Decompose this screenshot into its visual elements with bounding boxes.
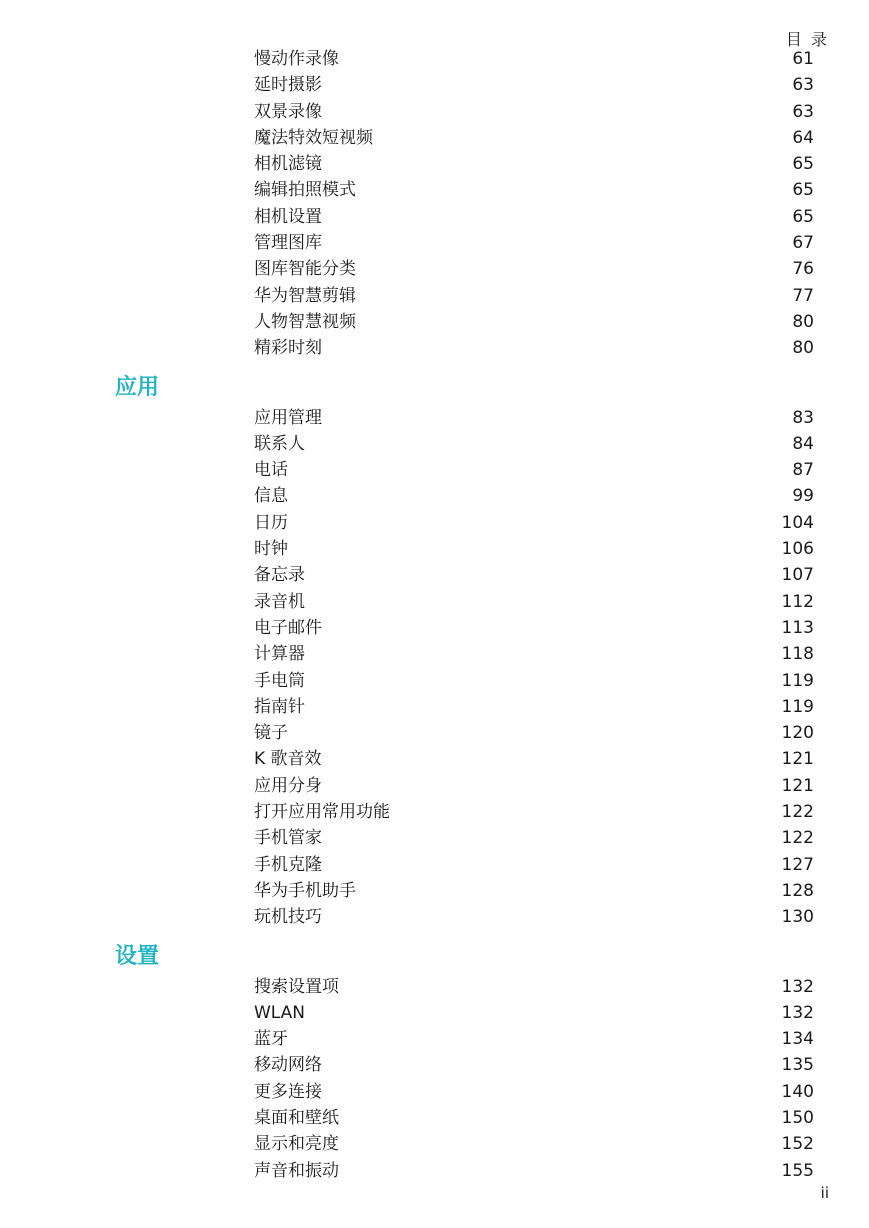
toc-entry-title: 慢动作录像: [254, 49, 339, 69]
toc-entry-title: K 歌音效: [254, 749, 322, 770]
toc-entry-title: 时钟: [254, 539, 288, 560]
toc-entry-page: 127: [781, 854, 814, 875]
toc-entry-page: 65: [792, 154, 814, 175]
toc-entry-page: 140: [781, 1081, 814, 1102]
toc-entry-title: 桌面和壁纸: [254, 1107, 339, 1128]
toc-entry[interactable]: [0, 431, 869, 457]
toc-entry-page: 113: [781, 617, 814, 638]
toc-entry[interactable]: [0, 1158, 869, 1184]
toc-entry-page: 99: [792, 486, 814, 507]
toc-entry[interactable]: [0, 694, 869, 720]
toc-entry-page: 84: [792, 433, 814, 454]
toc-entry-page: 132: [781, 976, 814, 997]
toc-entry-page: 150: [781, 1107, 814, 1128]
toc-entry-title: 电话: [254, 460, 288, 481]
toc-entry-page: 120: [781, 723, 814, 744]
toc-entry-page: 63: [792, 101, 814, 122]
toc-entry-page: 107: [781, 565, 814, 586]
toc-entry-title: 计算器: [254, 644, 305, 665]
toc-entry-title: 人物智慧视频: [254, 311, 356, 332]
toc-entry-page: 106: [781, 539, 814, 560]
toc-entry-page: 122: [781, 802, 814, 823]
toc-entry-page: 87: [792, 460, 814, 481]
toc-entry-title: 编辑拍照模式: [254, 180, 356, 201]
toc-entry-page: 67: [792, 233, 814, 254]
toc-entry[interactable]: [0, 720, 869, 746]
toc-entry[interactable]: [0, 615, 869, 641]
toc-entry-page: 63: [792, 75, 814, 96]
toc-entry-title: 华为手机助手: [254, 880, 356, 901]
toc-entry[interactable]: [0, 852, 869, 878]
toc-entry-page: 119: [781, 696, 814, 717]
toc-entry-title: 延时摄影: [254, 75, 322, 96]
toc-entry[interactable]: [0, 283, 869, 309]
toc-entry-page: 112: [781, 591, 814, 612]
toc-entry-title: 电子邮件: [254, 617, 322, 638]
toc-entry-title: 玩机技巧: [254, 907, 322, 928]
toc-entry[interactable]: [0, 1052, 869, 1078]
toc-entry-page: 65: [792, 180, 814, 201]
toc-entry[interactable]: [0, 510, 869, 536]
toc-entry-page: 132: [781, 1002, 814, 1023]
toc-entry-title: 联系人: [254, 433, 305, 454]
toc-entry-title: 更多连接: [254, 1081, 322, 1102]
toc-entry-title: 备忘录: [254, 565, 305, 586]
toc-entry[interactable]: [0, 773, 869, 799]
toc-entry[interactable]: [0, 904, 869, 930]
toc-entry-page: 65: [792, 206, 814, 227]
toc-entry[interactable]: [0, 1105, 869, 1131]
toc-entry-page: 61: [792, 49, 814, 69]
toc-entry-title: 相机滤镜: [254, 154, 322, 175]
toc-entry-page: 152: [781, 1134, 814, 1155]
toc-entry[interactable]: [0, 483, 869, 509]
toc-entry[interactable]: [0, 1131, 869, 1157]
section-heading[interactable]: [0, 931, 869, 974]
toc-entry[interactable]: [0, 335, 869, 361]
toc-entry-title: 应用管理: [254, 407, 322, 428]
toc-entry[interactable]: [0, 230, 869, 256]
toc-entry[interactable]: [0, 589, 869, 615]
toc-entry-page: 118: [781, 644, 814, 665]
toc-entry[interactable]: [0, 974, 869, 1000]
toc-entry-title: 指南针: [254, 696, 305, 717]
toc-entry-title: 信息: [254, 486, 288, 507]
toc-entry-title: 魔法特效短视频: [254, 127, 373, 148]
table-of-contents: [0, 46, 869, 1184]
toc-entry-page: 130: [781, 907, 814, 928]
section-heading-label: 设置: [115, 943, 160, 969]
toc-entry-title: 声音和振动: [254, 1160, 339, 1181]
toc-entry[interactable]: [0, 457, 869, 483]
toc-entry-title: 手机管家: [254, 828, 322, 849]
toc-entry-title: 移动网络: [254, 1055, 322, 1076]
toc-entry-title: 应用分身: [254, 775, 322, 796]
toc-entry-title: 打开应用常用功能: [254, 802, 390, 823]
section-heading[interactable]: [0, 362, 869, 405]
toc-entry[interactable]: [0, 309, 869, 335]
toc-entry-page: 76: [792, 259, 814, 280]
toc-entry-title: 镜子: [254, 723, 288, 744]
toc-entry-title: 双景录像: [254, 101, 322, 122]
toc-entry[interactable]: [0, 668, 869, 694]
toc-entry[interactable]: [0, 204, 869, 230]
toc-entry-page: 119: [781, 670, 814, 691]
toc-entry[interactable]: [0, 1079, 869, 1105]
toc-entry[interactable]: [0, 799, 869, 825]
toc-entry-page: 155: [781, 1160, 814, 1181]
toc-entry-title: 华为智慧剪辑: [254, 285, 356, 306]
toc-entry-title: 蓝牙: [254, 1029, 288, 1050]
toc-entry-title: 图库智能分类: [254, 259, 356, 280]
toc-entry-page: 80: [792, 338, 814, 359]
toc-entry-page: 80: [792, 311, 814, 332]
toc-entry-title: 录音机: [254, 591, 305, 612]
toc-entry-title: 手机克隆: [254, 854, 322, 875]
toc-entry-title: 手电筒: [254, 670, 305, 691]
toc-entry[interactable]: [0, 1026, 869, 1052]
toc-entry[interactable]: [0, 177, 869, 203]
toc-entry[interactable]: [0, 746, 869, 772]
toc-entry-page: 121: [781, 749, 814, 770]
toc-entry[interactable]: [0, 256, 869, 282]
toc-entry-page: 83: [792, 407, 814, 428]
page-number: ii: [820, 1184, 829, 1202]
toc-entry[interactable]: [0, 405, 869, 431]
toc-entry-title: 精彩时刻: [254, 338, 322, 359]
toc-entry[interactable]: [0, 72, 869, 98]
toc-entry[interactable]: [0, 151, 869, 177]
toc-entry-page: 104: [781, 512, 814, 533]
toc-entry[interactable]: [0, 46, 869, 72]
section-heading-label: 应用: [115, 374, 160, 400]
toc-entry[interactable]: [0, 562, 869, 588]
toc-entry[interactable]: [0, 825, 869, 851]
toc-entry[interactable]: [0, 536, 869, 562]
toc-entry-title: 相机设置: [254, 206, 322, 227]
toc-entry-page: 128: [781, 880, 814, 901]
toc-entry-title: 显示和亮度: [254, 1134, 339, 1155]
toc-entry[interactable]: [0, 99, 869, 125]
toc-entry-page: 134: [781, 1029, 814, 1050]
toc-entry-title: WLAN: [254, 1002, 306, 1023]
toc-entry[interactable]: [0, 125, 869, 151]
toc-entry-title: 管理图库: [254, 233, 322, 254]
toc-entry[interactable]: [0, 1000, 869, 1026]
toc-entry-title: 日历: [254, 512, 288, 533]
toc-entry[interactable]: [0, 641, 869, 667]
toc-entry-page: 121: [781, 775, 814, 796]
toc-entry-title: 搜索设置项: [254, 976, 339, 997]
toc-entry[interactable]: [0, 878, 869, 904]
toc-entry-page: 77: [792, 285, 814, 306]
toc-entry-page: 64: [792, 127, 814, 148]
header-label: 目 录: [785, 30, 829, 49]
toc-entry-page: 135: [781, 1055, 814, 1076]
toc-entry-page: 122: [781, 828, 814, 849]
